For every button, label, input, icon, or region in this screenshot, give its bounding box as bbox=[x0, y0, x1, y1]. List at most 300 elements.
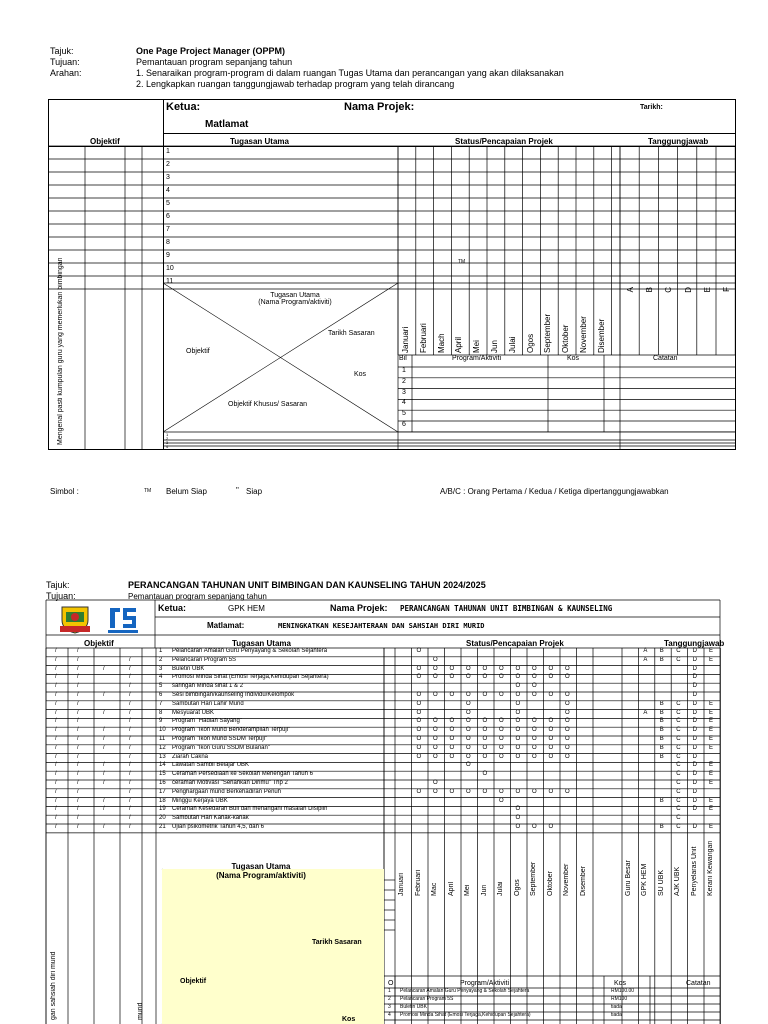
objective-mark: / bbox=[55, 744, 57, 751]
resp-mark: E bbox=[709, 648, 714, 654]
bottom-row-number: 1 bbox=[166, 432, 169, 437]
month-header-2: Jun bbox=[480, 884, 488, 896]
status-mark: O bbox=[433, 656, 438, 663]
task-number: 16 bbox=[159, 780, 166, 786]
status-mark: O bbox=[532, 674, 537, 681]
ketua-label: Ketua: bbox=[166, 101, 201, 113]
resp-mark: C bbox=[676, 797, 681, 804]
resp-mark: C bbox=[676, 709, 681, 716]
objective-mark: / bbox=[77, 674, 79, 681]
objective-mark: / bbox=[103, 744, 105, 751]
resp-mark: D bbox=[692, 780, 697, 786]
status-mark: O bbox=[515, 736, 521, 742]
objective-mark: / bbox=[55, 815, 57, 822]
resp-role-header: AJK UBK bbox=[674, 866, 682, 896]
resp-mark: E bbox=[709, 718, 714, 725]
col-status: Status/Pencapaian Projek bbox=[455, 137, 553, 146]
sub-row-number: 6 bbox=[402, 421, 406, 428]
month-header: Januari bbox=[401, 326, 410, 353]
status-mark: O bbox=[433, 692, 438, 698]
objective-mark: / bbox=[55, 674, 57, 681]
status-mark: O bbox=[515, 674, 521, 681]
status-mark: O bbox=[449, 736, 455, 742]
col-tugasan-2: Tugasan Utama bbox=[232, 639, 291, 648]
program-aktiviti-label-2: Program/Aktiviti bbox=[460, 980, 510, 987]
task-name: Mesyuarat UBK bbox=[172, 709, 215, 716]
resp-mark: E bbox=[709, 824, 714, 830]
resp-mark: E bbox=[709, 709, 714, 716]
x-left-label-2: Objektif bbox=[180, 978, 207, 985]
status-mark: O bbox=[499, 788, 504, 795]
resp-mark: D bbox=[692, 692, 697, 698]
resp-mark: B bbox=[659, 718, 664, 725]
task-row-number: 6 bbox=[166, 213, 170, 220]
month-header: Februari bbox=[418, 323, 428, 353]
objective-mark: / bbox=[129, 780, 131, 786]
resp-mark: D bbox=[692, 648, 697, 654]
status-mark: O bbox=[565, 665, 570, 672]
catatan-label: Catatan bbox=[653, 355, 678, 362]
objective-mark: / bbox=[103, 806, 105, 813]
resp-mark: D bbox=[692, 771, 697, 778]
status-mark: O bbox=[433, 780, 438, 786]
page2-left-vertical-2: murid bbox=[137, 1002, 144, 1020]
objective-mark: / bbox=[77, 806, 79, 813]
status-mark: O bbox=[449, 718, 455, 725]
month-header: September bbox=[543, 313, 553, 353]
task-name: Ceramah Kesedaran Buli dan menangani masalah Disiplin bbox=[172, 806, 328, 813]
x-right-label-2: Tarikh Sasaran bbox=[312, 939, 362, 946]
abc-note: A/B/C : Orang Pertama / Kedua / Ketiga dipertanggungjawabkan bbox=[440, 487, 669, 496]
objective-mark: / bbox=[55, 692, 57, 698]
tarikh-label: Tarikh: bbox=[640, 104, 663, 111]
month-header: Ogos bbox=[525, 333, 535, 353]
x-diagram-2 bbox=[162, 869, 384, 1024]
month-header-2: Mac bbox=[431, 882, 438, 896]
objective-mark: / bbox=[77, 753, 79, 760]
status-mark: O bbox=[466, 788, 471, 795]
status-mark: O bbox=[433, 665, 438, 672]
task-number: 17 bbox=[159, 788, 166, 795]
task-number: 19 bbox=[159, 806, 166, 813]
task-name: Sambutan Hari Lahir Murid bbox=[172, 700, 244, 707]
task-row-number: 11 bbox=[166, 278, 174, 285]
resp-mark: B bbox=[659, 736, 664, 742]
resp-mark: E bbox=[709, 797, 714, 804]
objective-mark: / bbox=[77, 700, 79, 707]
status-mark: O bbox=[416, 736, 422, 742]
siap-label: Siap bbox=[246, 487, 263, 496]
tm-mark: TM bbox=[458, 259, 466, 265]
page2-left-vertical-1: gan sahsiah diri murid bbox=[50, 951, 57, 1020]
task-number: 6 bbox=[159, 692, 163, 698]
objective-mark: / bbox=[129, 709, 131, 716]
col-tanggungjawab-2: Tanggungjawab bbox=[664, 639, 725, 648]
task-name: Lawatan Sambil Belajar UBK bbox=[172, 762, 250, 769]
month-header: November bbox=[579, 316, 588, 353]
status-mark: O bbox=[565, 718, 570, 725]
status-mark: O bbox=[565, 709, 570, 716]
month-header: April bbox=[454, 336, 464, 353]
resp-mark: B bbox=[659, 648, 664, 654]
matlamat-value: MENINGKATKAN KESEJAHTERAAN DAN SAHSIAH DIRI MURID bbox=[278, 622, 485, 630]
resp-mark: C bbox=[676, 736, 681, 742]
objective-mark: / bbox=[77, 665, 79, 672]
objective-mark: / bbox=[55, 824, 57, 830]
status-mark: O bbox=[433, 718, 438, 725]
resp-mark: D bbox=[692, 727, 697, 734]
resp-mark: E bbox=[709, 656, 714, 663]
month-header: Mei bbox=[472, 340, 482, 353]
status-mark: O bbox=[482, 736, 488, 742]
x-kos-label-2: Kos bbox=[342, 1016, 356, 1023]
resp-mark: D bbox=[692, 718, 697, 725]
status-mark: O bbox=[416, 665, 422, 672]
page2-purpose: Pemantauan program sepanjang tahun bbox=[128, 592, 267, 601]
status-mark: O bbox=[565, 753, 570, 760]
resp-mark: C bbox=[676, 648, 681, 654]
month-header-2: Ogos bbox=[513, 879, 521, 896]
sub-row-number: 2 bbox=[402, 377, 406, 385]
objective-mark: / bbox=[55, 683, 57, 690]
bottom-row-number: 3 bbox=[166, 440, 169, 445]
status-mark: O bbox=[532, 718, 537, 725]
matlamat-label-2: Matlamat: bbox=[207, 621, 245, 630]
status-mark: O bbox=[433, 727, 438, 734]
bottom-row-number: 2 bbox=[166, 436, 169, 441]
objective-mark: / bbox=[103, 762, 105, 769]
status-mark: O bbox=[532, 736, 537, 742]
resp-mark: E bbox=[709, 700, 714, 707]
status-mark: O bbox=[532, 665, 537, 672]
sub-row-number: 3 bbox=[402, 388, 406, 396]
nama-projek-label: Nama Projek: bbox=[344, 101, 415, 113]
status-mark: O bbox=[565, 674, 570, 681]
objective-mark: / bbox=[129, 665, 131, 672]
month-header-2: April bbox=[447, 881, 455, 896]
resp-mark: D bbox=[692, 753, 697, 760]
objective-mark: / bbox=[129, 815, 131, 822]
page1-left-vertical: Mengenal pasti kumpulan guru yang memerlukan bimbingan bbox=[57, 257, 64, 445]
objective-mark: / bbox=[129, 788, 131, 795]
month-header: Mach bbox=[436, 333, 446, 353]
status-mark: O bbox=[532, 824, 537, 830]
task-number: 8 bbox=[159, 709, 163, 716]
sub-activity-kos: tiada bbox=[611, 1004, 622, 1010]
task-name: Buletin UBK bbox=[172, 665, 205, 672]
resp-role-header: Kerani Kewangan bbox=[707, 840, 714, 896]
task-name: saringan Minda sihat 1 & 2 bbox=[172, 683, 244, 690]
task-name: Program "Hadiah Sayang" bbox=[172, 718, 242, 725]
status-mark: O bbox=[515, 824, 521, 830]
status-mark: O bbox=[449, 744, 455, 751]
resp-mark: D bbox=[692, 806, 697, 813]
sub-activity-name: Pelancaran Program 5S bbox=[400, 996, 454, 1002]
objective-mark: / bbox=[129, 753, 131, 760]
objective-mark: / bbox=[55, 709, 57, 716]
task-number: 20 bbox=[159, 815, 166, 822]
status-mark: O bbox=[548, 718, 554, 725]
status-mark: O bbox=[515, 692, 521, 698]
objective-mark: / bbox=[129, 674, 131, 681]
status-mark: O bbox=[449, 674, 455, 681]
status-mark: O bbox=[499, 665, 504, 672]
resp-mark: B bbox=[659, 744, 664, 751]
bil-label: Bil bbox=[399, 355, 407, 362]
instruction-1: 1. Senaraikan program-program di dalam ruangan Tugas Utama dan perancangan yang akan dilaksanakan bbox=[136, 68, 564, 78]
task-row-number: 10 bbox=[166, 265, 174, 272]
resp-mark: D bbox=[692, 797, 697, 804]
month-header: Jun bbox=[490, 340, 499, 353]
status-mark: O bbox=[466, 736, 471, 742]
objective-mark: / bbox=[129, 771, 131, 778]
resp-mark: A bbox=[643, 709, 648, 716]
resp-mark: C bbox=[676, 700, 681, 707]
tujuan-label-2: Tujuan: bbox=[46, 591, 76, 601]
objective-mark: / bbox=[103, 780, 105, 786]
task-number: 15 bbox=[159, 771, 166, 778]
objective-mark: / bbox=[103, 771, 105, 778]
task-name: Program "Ikon Murid SSDM Terpuji" bbox=[172, 736, 268, 742]
objective-mark: / bbox=[55, 762, 57, 769]
status-mark: O bbox=[499, 692, 504, 698]
objective-mark: / bbox=[55, 727, 57, 734]
status-mark: O bbox=[416, 718, 422, 725]
status-mark: O bbox=[416, 727, 422, 734]
resp-mark: D bbox=[692, 744, 697, 751]
objective-mark: / bbox=[55, 806, 57, 813]
objective-mark: / bbox=[77, 771, 79, 778]
status-mark: O bbox=[515, 744, 521, 751]
objective-mark: / bbox=[103, 709, 105, 716]
resp-mark: E bbox=[709, 744, 714, 751]
status-mark: O bbox=[416, 788, 422, 795]
status-mark: O bbox=[565, 736, 570, 742]
status-mark: O bbox=[466, 727, 471, 734]
resp-mark: D bbox=[692, 656, 697, 663]
tajuk-label: Tajuk: bbox=[50, 46, 74, 56]
status-mark: O bbox=[466, 709, 471, 716]
month-header-2: Mei bbox=[464, 884, 471, 896]
col-tanggungjawab: Tanggungjawab bbox=[648, 137, 709, 146]
status-mark: O bbox=[565, 744, 570, 751]
objective-mark: / bbox=[55, 753, 57, 760]
status-mark: O bbox=[466, 762, 471, 769]
siap-symbol: " bbox=[236, 486, 239, 495]
resp-mark: D bbox=[692, 683, 697, 690]
objective-mark: / bbox=[55, 700, 57, 707]
status-mark: O bbox=[548, 736, 554, 742]
resp-mark: C bbox=[676, 718, 681, 725]
resp-mark: B bbox=[659, 753, 664, 760]
task-name: Promosi Minda Sihat (Emosi Terjaga,Kehidupan Sejahtera) bbox=[172, 674, 329, 681]
status-mark: O bbox=[449, 692, 455, 698]
status-mark: O bbox=[565, 788, 570, 795]
instruction-2: 2. Lengkapkan ruangan tanggungjawab terhadap program yang telah dirancang bbox=[136, 79, 455, 89]
status-mark: O bbox=[548, 824, 554, 830]
status-mark: O bbox=[515, 815, 521, 822]
kos-label: Kos bbox=[567, 355, 580, 362]
task-row-number: 9 bbox=[166, 252, 170, 259]
sub-activity-name: Promosi Minda Sihat (Emosi Terjaga,Kehidupan Sejahtera) bbox=[400, 1012, 531, 1018]
status-mark: O bbox=[548, 744, 554, 751]
nama-projek-value: PERANCANGAN TAHUNAN UNIT BIMBINGAN & KAUNSELING bbox=[400, 604, 613, 613]
resp-mark: C bbox=[676, 815, 681, 822]
task-name: Ceramah Persediaan ke Sekolah Menengah Tahun 6 bbox=[172, 771, 313, 778]
resp-mark: E bbox=[709, 806, 714, 813]
resp-mark: E bbox=[709, 771, 714, 778]
status-mark: O bbox=[433, 744, 438, 751]
task-row-number: 2 bbox=[166, 161, 170, 168]
task-number: 18 bbox=[159, 797, 166, 804]
status-mark: O bbox=[515, 709, 521, 716]
month-header-2: Januari bbox=[398, 872, 405, 896]
month-header: Julai bbox=[507, 336, 517, 353]
objective-mark: / bbox=[129, 744, 131, 751]
sub-activity-kos: RM100 bbox=[611, 996, 628, 1002]
objective-mark: / bbox=[77, 824, 79, 830]
objective-mark: / bbox=[129, 806, 131, 813]
page2-title: PERANCANGAN TAHUNAN UNIT BIMBINGAN DAN KAUNSELING TAHUN 2024/2025 bbox=[128, 580, 486, 590]
objective-mark: / bbox=[55, 656, 57, 663]
resp-mark: B bbox=[659, 656, 664, 663]
status-mark: O bbox=[466, 700, 471, 707]
sub-row-number: 4 bbox=[402, 399, 406, 407]
tujuan-label: Tujuan: bbox=[50, 57, 80, 67]
objective-mark: / bbox=[129, 683, 131, 690]
tajuk-label-2: Tajuk: bbox=[46, 580, 70, 590]
status-mark: O bbox=[466, 692, 471, 698]
sub-row-number: 1 bbox=[402, 367, 406, 374]
status-mark: O bbox=[515, 806, 521, 813]
task-name: Sesi bimbingan/kaunseling Individu/Kelompok bbox=[172, 692, 295, 698]
objective-mark: / bbox=[77, 762, 79, 769]
resp-mark: D bbox=[692, 665, 697, 672]
status-mark: O bbox=[548, 753, 554, 760]
month-header-2: Julai bbox=[497, 881, 504, 896]
resp-mark: C bbox=[676, 806, 681, 813]
objective-mark: / bbox=[55, 780, 57, 786]
task-name: Pelancaran Program 5S bbox=[172, 656, 237, 663]
objective-mark: / bbox=[77, 683, 79, 690]
col-tugasan: Tugasan Utama bbox=[230, 137, 289, 146]
status-mark: O bbox=[515, 700, 521, 707]
status-mark: O bbox=[499, 736, 504, 742]
resp-header: D bbox=[683, 287, 693, 293]
objective-mark: / bbox=[77, 736, 79, 742]
nama-projek-label-2: Nama Projek: bbox=[330, 603, 388, 613]
task-row-number: 4 bbox=[166, 187, 170, 194]
resp-mark: E bbox=[709, 736, 714, 742]
objective-mark: / bbox=[55, 718, 57, 725]
x-right-label: Tarikh Sasaran bbox=[328, 330, 375, 337]
objective-mark: / bbox=[129, 700, 131, 707]
resp-mark: C bbox=[676, 824, 681, 830]
objective-mark: / bbox=[77, 648, 79, 654]
status-mark: O bbox=[466, 718, 471, 725]
resp-mark: E bbox=[709, 780, 714, 786]
sub-activity-number: 2 bbox=[388, 996, 391, 1002]
objective-mark: / bbox=[77, 727, 79, 734]
bil-label-2: O bbox=[388, 980, 394, 987]
resp-mark: B bbox=[659, 709, 664, 716]
sub-row-number: 5 bbox=[402, 410, 406, 418]
objective-mark: / bbox=[55, 648, 57, 654]
tm-symbol: TM bbox=[144, 488, 152, 494]
objective-mark: / bbox=[129, 762, 131, 769]
status-mark: O bbox=[515, 718, 521, 725]
resp-mark: C bbox=[676, 744, 681, 751]
resp-mark: B bbox=[659, 727, 664, 734]
task-number: 10 bbox=[159, 727, 166, 734]
status-mark: O bbox=[499, 797, 504, 804]
status-mark: O bbox=[416, 700, 422, 707]
objective-mark: / bbox=[129, 692, 131, 698]
objective-mark: / bbox=[55, 665, 57, 672]
task-name: Minggu Kerjaya UBK bbox=[172, 797, 228, 804]
catatan-label-2: Catatan bbox=[686, 980, 711, 987]
x-kos-label: Kos bbox=[354, 371, 367, 378]
objective-mark: / bbox=[55, 797, 57, 804]
task-name: Penghargaan murid Berkehadiran Penuh bbox=[172, 788, 282, 795]
simbol-label: Simbol : bbox=[50, 487, 79, 496]
task-row-number: 5 bbox=[166, 200, 170, 207]
status-mark: O bbox=[466, 753, 471, 760]
objective-mark: / bbox=[103, 692, 105, 698]
task-number: 7 bbox=[159, 700, 163, 707]
task-number: 9 bbox=[159, 718, 163, 725]
objective-mark: / bbox=[129, 727, 131, 734]
resp-mark: C bbox=[676, 753, 681, 760]
resp-header: B bbox=[645, 287, 655, 293]
task-number: 21 bbox=[159, 824, 166, 830]
status-mark: O bbox=[532, 788, 537, 795]
resp-mark: C bbox=[676, 771, 681, 778]
status-mark: O bbox=[515, 683, 521, 690]
task-name: Program "Ikon Murid Berkterampilan Terpuji" bbox=[172, 727, 291, 734]
sub-activity-kos: RM100.00 bbox=[611, 988, 635, 994]
x-top-label: Tugasan Utama (Nama Program/aktiviti) bbox=[258, 292, 332, 306]
status-mark: O bbox=[433, 674, 438, 681]
resp-role-header: Penyelaras Unit bbox=[690, 846, 698, 896]
status-mark: O bbox=[449, 665, 455, 672]
resp-mark: B bbox=[659, 824, 664, 830]
status-mark: O bbox=[532, 683, 537, 690]
status-mark: O bbox=[499, 744, 504, 751]
task-number: 3 bbox=[159, 665, 163, 672]
resp-mark: D bbox=[692, 674, 697, 681]
task-number: 5 bbox=[159, 683, 163, 690]
page1-title: One Page Project Manager (OPPM) bbox=[136, 46, 286, 56]
status-mark: O bbox=[482, 665, 488, 672]
objective-mark: / bbox=[129, 718, 131, 725]
objective-mark: / bbox=[129, 736, 131, 742]
status-mark: O bbox=[416, 709, 422, 716]
objective-mark: / bbox=[77, 709, 79, 716]
status-mark: O bbox=[466, 665, 471, 672]
status-mark: O bbox=[416, 744, 422, 751]
resp-mark: C bbox=[676, 788, 681, 795]
x-bottom-label: Objektif Khusus/ Sasaran bbox=[228, 401, 307, 408]
objective-mark: / bbox=[129, 797, 131, 804]
objective-mark: / bbox=[77, 788, 79, 795]
objective-mark: / bbox=[77, 780, 79, 786]
belum-siap-label: Belum Siap bbox=[166, 487, 207, 496]
ketua-value: GPK HEM bbox=[228, 604, 265, 613]
objective-mark: / bbox=[77, 815, 79, 822]
sub-activity-name: Pelancaran Amalan Guru Penyayang & Sekolah Sejahtera bbox=[400, 988, 530, 994]
resp-mark: D bbox=[692, 736, 697, 742]
